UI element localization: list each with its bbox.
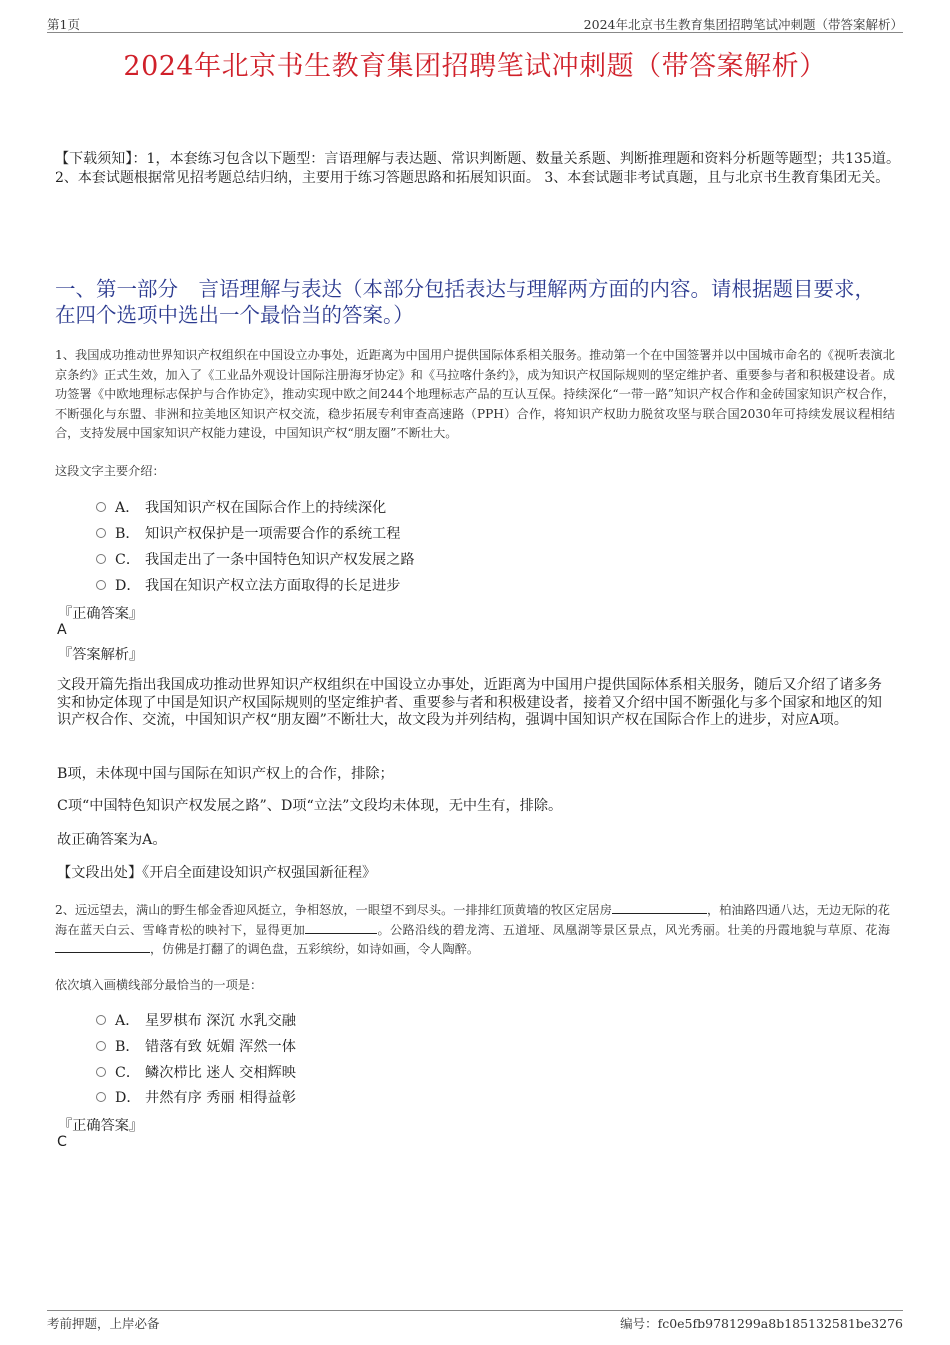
question-1-prompt: 这段文字主要介绍： [55,464,165,478]
question-2-option-b[interactable]: B． 错落有致 妩媚 浑然一体 [96,1036,296,1056]
section-heading: 一、第一部分 言语理解与表达（本部分包括表达与理解两方面的内容。请根据题目要求，在四个选项中选出一个最恰当的答案。） [55,277,875,327]
question-1-analysis-label: 『答案解析』 [58,647,144,663]
radio-icon[interactable] [96,1015,106,1025]
radio-icon[interactable] [96,1067,106,1077]
question-1-analysis-para-1: 文段开篇先指出我国成功推动世界知识产权组织在中国设立办事处，近距离为中国用户提供国际体系相关服务，随后又介绍了诸多务实和协定体现了中国是知识产权国际规则的坚定维护者、重要参与者和积极建设者，接着又介绍中国不断强化与多个国家和地区的知识产权合作、交流，中国知识产权“朋友圈”不断壮大，故文段为并列结构，强调中国知识产权在国际合作上的进步，对应A项。 [57,677,882,728]
radio-icon[interactable] [96,554,106,564]
question-1-option-a[interactable]: A． 我国知识产权在国际合作上的持续深化 [96,497,386,517]
fill-blank-2[interactable] [305,921,377,934]
question-2-prompt: 依次填入画横线部分最恰当的一项是： [55,978,263,992]
fill-blank-3[interactable] [55,940,150,953]
page-number: 第1页 [47,17,80,32]
radio-icon[interactable] [96,1092,106,1102]
footer-slogan: 考前押题，上岸必备 [47,1316,160,1331]
question-1-source: 【文段出处】《开启全面建设知识产权强国新征程》 [57,865,377,881]
radio-icon[interactable] [96,580,106,590]
question-2-option-a[interactable]: A． 星罗棋布 深沉 水乳交融 [96,1010,296,1030]
download-notice: 【下载须知】：1，本套练习包含以下题型：言语理解与表达题、常识判断题、数量关系题、判断推理题和资料分析题等题型；共135道。 2、本套试题根据常见招考题总结归纳，主要用于练习答题思路和拓展知识面。 3、本套试题非考试真题，且与北京书生教育集团无关。 [55,151,900,186]
radio-icon[interactable] [96,1041,106,1051]
fill-blank-1[interactable] [612,901,707,914]
question-1-option-c[interactable]: C． 我国走出了一条中国特色知识产权发展之路 [96,549,415,569]
header-divider [47,32,903,33]
question-1-analysis-para-3: C项“中国特色知识产权发展之路”、D项“立法”文段均未体现，无中生有，排除。 [57,798,563,814]
radio-icon[interactable] [96,502,106,512]
question-1-answer-label: 『正确答案』 [58,606,144,622]
question-2-answer-label: 『正确答案』 [58,1118,144,1134]
question-2-option-d[interactable]: D． 井然有序 秀丽 相得益彰 [96,1087,296,1107]
question-2-option-c[interactable]: C． 鳞次栉比 迷人 交相辉映 [96,1062,296,1082]
question-1-answer: A [57,622,67,638]
header-doc-title: 2024年北京书生教育集团招聘笔试冲刺题（带答案解析） [583,17,903,32]
question-1-analysis-para-2: B项，未体现中国与国际在知识产权上的合作，排除； [57,766,394,782]
question-1-text: 1、我国成功推动世界知识产权组织在中国设立办事处，近距离为中国用户提供国际体系相关服务。推动第一个在中国签署并以中国城市命名的《视听表演北京条约》正式生效，加入了《工业品外观设计国际注册海牙协定》和《马拉喀什条约》，成为知识产权国际规则的坚定维护者、重要参与者和积极建设者。成功签署《中欧地理标志保护与合作协定》，推动实现中欧之间244个地理标志产品的互认互保。持续深化“一带一路”知识产权合作和金砖国家知识产权合作，不断强化与东盟、非洲和拉美地区知识产权交流，稳步拓展专利审查高速路（PPH）合作，将知识产权助力脱贫攻坚与联合国2030年可持续发展议程相结合，支持发展中国家知识产权能力建设，中国知识产权“朋友圈”不断壮大。 [55,348,895,440]
page-title: 2024年北京书生教育集团招聘笔试冲刺题（带答案解析） [123,51,827,82]
question-2-text: 2、远远望去，满山的野生郁金香迎风挺立，争相怒放，一眼望不到尽头。一排排红顶黄墙的牧区定居房 ，柏油路四通八达，无边无际的花海在蓝天白云、雪峰青松的映衬下，显得更加 。公路沿线的碧龙湾、五道垭、凤凰湖等景区景点，风光秀丽。壮美的丹霞地貌与草原、花海，仿佛是打翻了的调色盘，五彩缤纷，如诗如画，令人陶醉。 [55,903,891,956]
question-1-option-d[interactable]: D． 我国在知识产权立法方面取得的长足进步 [96,575,400,595]
question-2-answer: C [57,1134,67,1150]
radio-icon[interactable] [96,528,106,538]
question-1-option-b[interactable]: B． 知识产权保护是一项需要合作的系统工程 [96,523,400,543]
footer-divider [47,1310,903,1311]
question-1-analysis-para-4: 故正确答案为A。 [57,832,167,848]
footer-serial: 编号：fc0e5fb9781299a8b185132581be3276 [620,1316,903,1331]
